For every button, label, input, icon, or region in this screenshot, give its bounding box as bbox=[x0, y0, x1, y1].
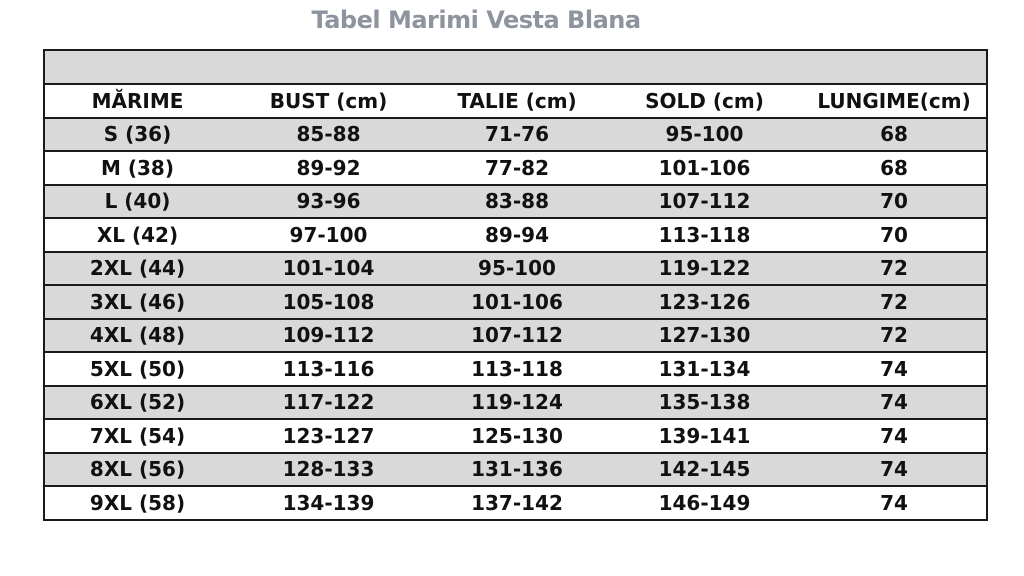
cell-waist: 125-130 bbox=[427, 419, 607, 453]
cell-size: 3XL (46) bbox=[44, 285, 230, 319]
table-row bbox=[44, 453, 987, 487]
cell-length: 74 bbox=[802, 419, 987, 453]
cell-waist: 83-88 bbox=[427, 185, 607, 219]
header-size: MĂRIME bbox=[44, 84, 230, 118]
cell-bust: 128-133 bbox=[230, 453, 427, 487]
header-hip: SOLD (cm) bbox=[607, 84, 802, 118]
cell-bust: 89-92 bbox=[230, 151, 427, 185]
cell-length: 74 bbox=[802, 453, 987, 487]
cell-bust: 134-139 bbox=[230, 486, 427, 520]
cell-bust: 85-88 bbox=[230, 118, 427, 152]
cell-bust: 105-108 bbox=[230, 285, 427, 319]
cell-bust: 97-100 bbox=[230, 218, 427, 252]
table-body bbox=[44, 118, 987, 520]
header-waist: TALIE (cm) bbox=[427, 84, 607, 118]
cell-length: 74 bbox=[802, 486, 987, 520]
cell-hip: 107-112 bbox=[607, 185, 802, 219]
table-row bbox=[44, 252, 987, 286]
cell-length: 68 bbox=[802, 118, 987, 152]
cell-bust: 93-96 bbox=[230, 185, 427, 219]
cell-waist: 77-82 bbox=[427, 151, 607, 185]
cell-bust: 113-116 bbox=[230, 352, 427, 386]
cell-hip: 142-145 bbox=[607, 453, 802, 487]
cell-waist: 95-100 bbox=[427, 252, 607, 286]
cell-hip: 101-106 bbox=[607, 151, 802, 185]
cell-length: 72 bbox=[802, 285, 987, 319]
cell-size: 4XL (48) bbox=[44, 319, 230, 353]
size-table bbox=[43, 49, 988, 521]
cell-size: 6XL (52) bbox=[44, 386, 230, 420]
cell-waist: 113-118 bbox=[427, 352, 607, 386]
cell-waist: 107-112 bbox=[427, 319, 607, 353]
cell-waist: 131-136 bbox=[427, 453, 607, 487]
table-row bbox=[44, 185, 987, 219]
cell-length: 74 bbox=[802, 352, 987, 386]
cell-hip: 146-149 bbox=[607, 486, 802, 520]
table-row bbox=[44, 486, 987, 520]
cell-waist: 119-124 bbox=[427, 386, 607, 420]
header-length: LUNGIME(cm) bbox=[802, 84, 987, 118]
table-top-band bbox=[44, 50, 987, 84]
cell-size: M (38) bbox=[44, 151, 230, 185]
cell-size: S (36) bbox=[44, 118, 230, 152]
cell-length: 72 bbox=[802, 319, 987, 353]
cell-bust: 123-127 bbox=[230, 419, 427, 453]
cell-size: L (40) bbox=[44, 185, 230, 219]
table-row bbox=[44, 386, 987, 420]
table-top-band-cell bbox=[44, 50, 987, 84]
cell-waist: 71-76 bbox=[427, 118, 607, 152]
page-title: Tabel Marimi Vesta Blana bbox=[311, 6, 641, 34]
cell-size: 9XL (58) bbox=[44, 486, 230, 520]
cell-hip: 139-141 bbox=[607, 419, 802, 453]
cell-size: 5XL (50) bbox=[44, 352, 230, 386]
table-row bbox=[44, 118, 987, 152]
cell-waist: 101-106 bbox=[427, 285, 607, 319]
table-row bbox=[44, 419, 987, 453]
cell-length: 70 bbox=[802, 185, 987, 219]
cell-hip: 131-134 bbox=[607, 352, 802, 386]
cell-hip: 113-118 bbox=[607, 218, 802, 252]
cell-size: XL (42) bbox=[44, 218, 230, 252]
table-row bbox=[44, 285, 987, 319]
cell-size: 2XL (44) bbox=[44, 252, 230, 286]
cell-waist: 89-94 bbox=[427, 218, 607, 252]
cell-length: 72 bbox=[802, 252, 987, 286]
cell-waist: 137-142 bbox=[427, 486, 607, 520]
table-header-row bbox=[44, 84, 987, 118]
cell-hip: 95-100 bbox=[607, 118, 802, 152]
cell-size: 8XL (56) bbox=[44, 453, 230, 487]
table-row bbox=[44, 151, 987, 185]
cell-size: 7XL (54) bbox=[44, 419, 230, 453]
cell-hip: 135-138 bbox=[607, 386, 802, 420]
cell-bust: 117-122 bbox=[230, 386, 427, 420]
table-row bbox=[44, 218, 987, 252]
cell-hip: 127-130 bbox=[607, 319, 802, 353]
cell-hip: 123-126 bbox=[607, 285, 802, 319]
cell-length: 68 bbox=[802, 151, 987, 185]
table-row bbox=[44, 352, 987, 386]
header-bust: BUST (cm) bbox=[230, 84, 427, 118]
cell-bust: 109-112 bbox=[230, 319, 427, 353]
cell-length: 70 bbox=[802, 218, 987, 252]
cell-length: 74 bbox=[802, 386, 987, 420]
cell-bust: 101-104 bbox=[230, 252, 427, 286]
table-row bbox=[44, 319, 987, 353]
cell-hip: 119-122 bbox=[607, 252, 802, 286]
